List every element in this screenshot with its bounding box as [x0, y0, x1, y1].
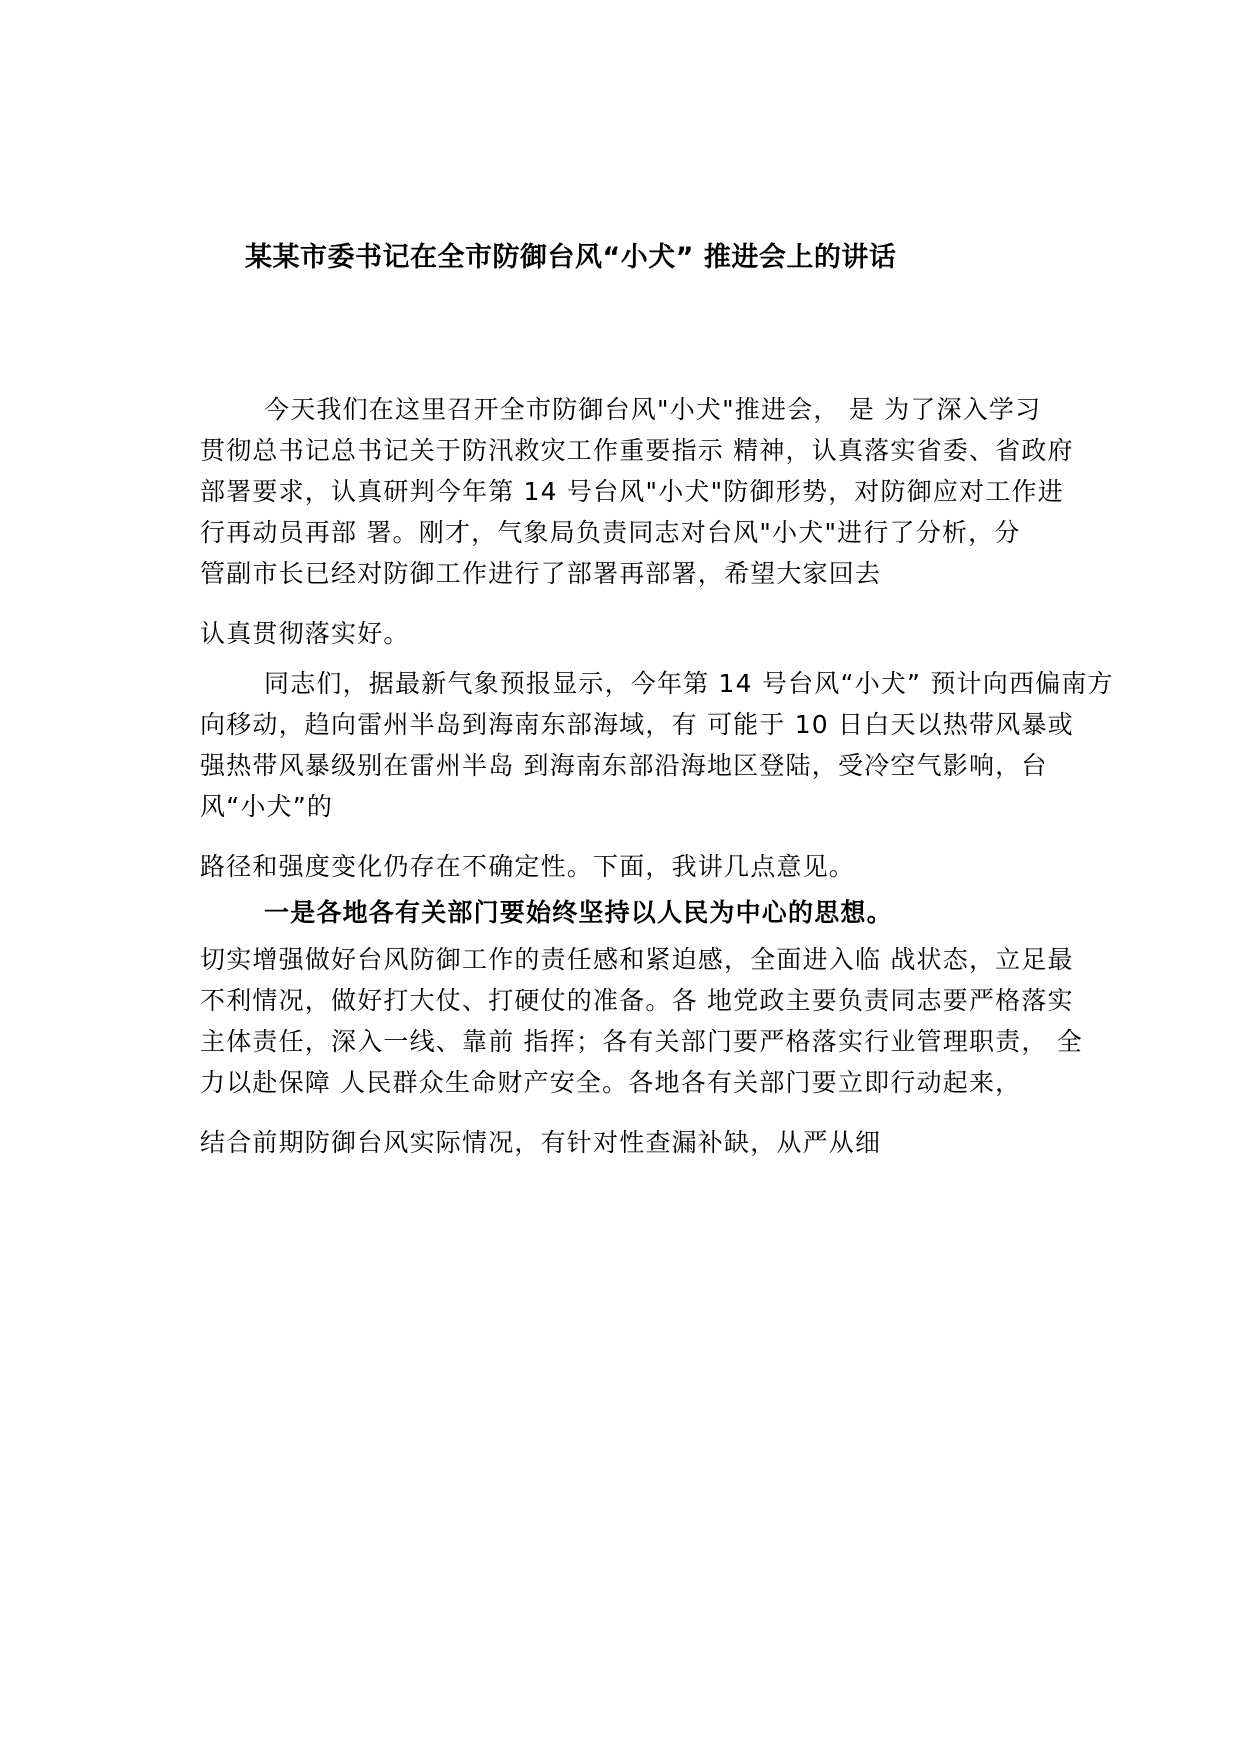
paragraph-2-line-2: 向移动，趋向雷州半岛到海南东部海域，有 可能于 10 日白天以热带风暴或 [200, 710, 1074, 739]
paragraph-3-line-5: 结合前期防御台风实际情况，有针对性查漏补缺，从严从细 [200, 1128, 882, 1157]
paragraph-1-line-3: 部署要求，认真研判今年第 14 号台风"小犬"防御形势，对防御应对工作进 [200, 477, 1064, 506]
paragraph-2-line-4: 风“小犬”的 [200, 792, 334, 821]
paragraph-2-line-3: 强热带风暴级别在雷州半岛 到海南东部沿海地区登陆，受冷空气影响，台 [200, 751, 1048, 780]
paragraph-1-line-2: 贯彻总书记总书记关于防汛救灾工作重要指示 精神，认真落实省委、省政府 [200, 436, 1074, 465]
paragraph-3-line-3: 主体责任，深入一线、靠前 指挥；各有关部门要严格落实行业管理职责， 全 [200, 1027, 1083, 1056]
document-title: 某某市委书记在全市防御台风“小犬” 推进会上的讲话 [245, 242, 897, 273]
paragraph-1-line-6: 认真贯彻落实好。 [200, 619, 410, 648]
section-heading-1: 一是各地各有关部门要始终坚持以人民为中心的思想。 [264, 898, 893, 927]
paragraph-3-line-2: 不利情况，做好打大仗、打硬仗的准备。各 地党政主要负责同志要严格落实 [200, 986, 1074, 1015]
paragraph-1-line-5: 管副市长已经对防御工作进行了部署再部署，希望大家回去 [200, 559, 882, 588]
paragraph-2-line-1: 同志们，据最新气象预报显示，今年第 14 号台风“小犬” 预计向西偏南方 [264, 669, 1114, 698]
paragraph-1-line-1: 今天我们在这里召开全市防御台风"小犬"推进会， 是 为了深入学习 [264, 395, 1042, 424]
paragraph-3-line-4: 力以赴保障 人民群众生命财产安全。各地各有关部门要立即行动起来， [200, 1068, 1022, 1097]
paragraph-3-line-1: 切实增强做好台风防御工作的责任感和紧迫感，全面进入临 战状态，立足最 [200, 945, 1074, 974]
paragraph-1-line-4: 行再动员再部 署。刚才，气象局负责同志对台风"小犬"进行了分析，分 [200, 518, 1021, 547]
paragraph-2-line-5: 路径和强度变化仍存在不确定性。下面，我讲几点意见。 [200, 852, 856, 881]
